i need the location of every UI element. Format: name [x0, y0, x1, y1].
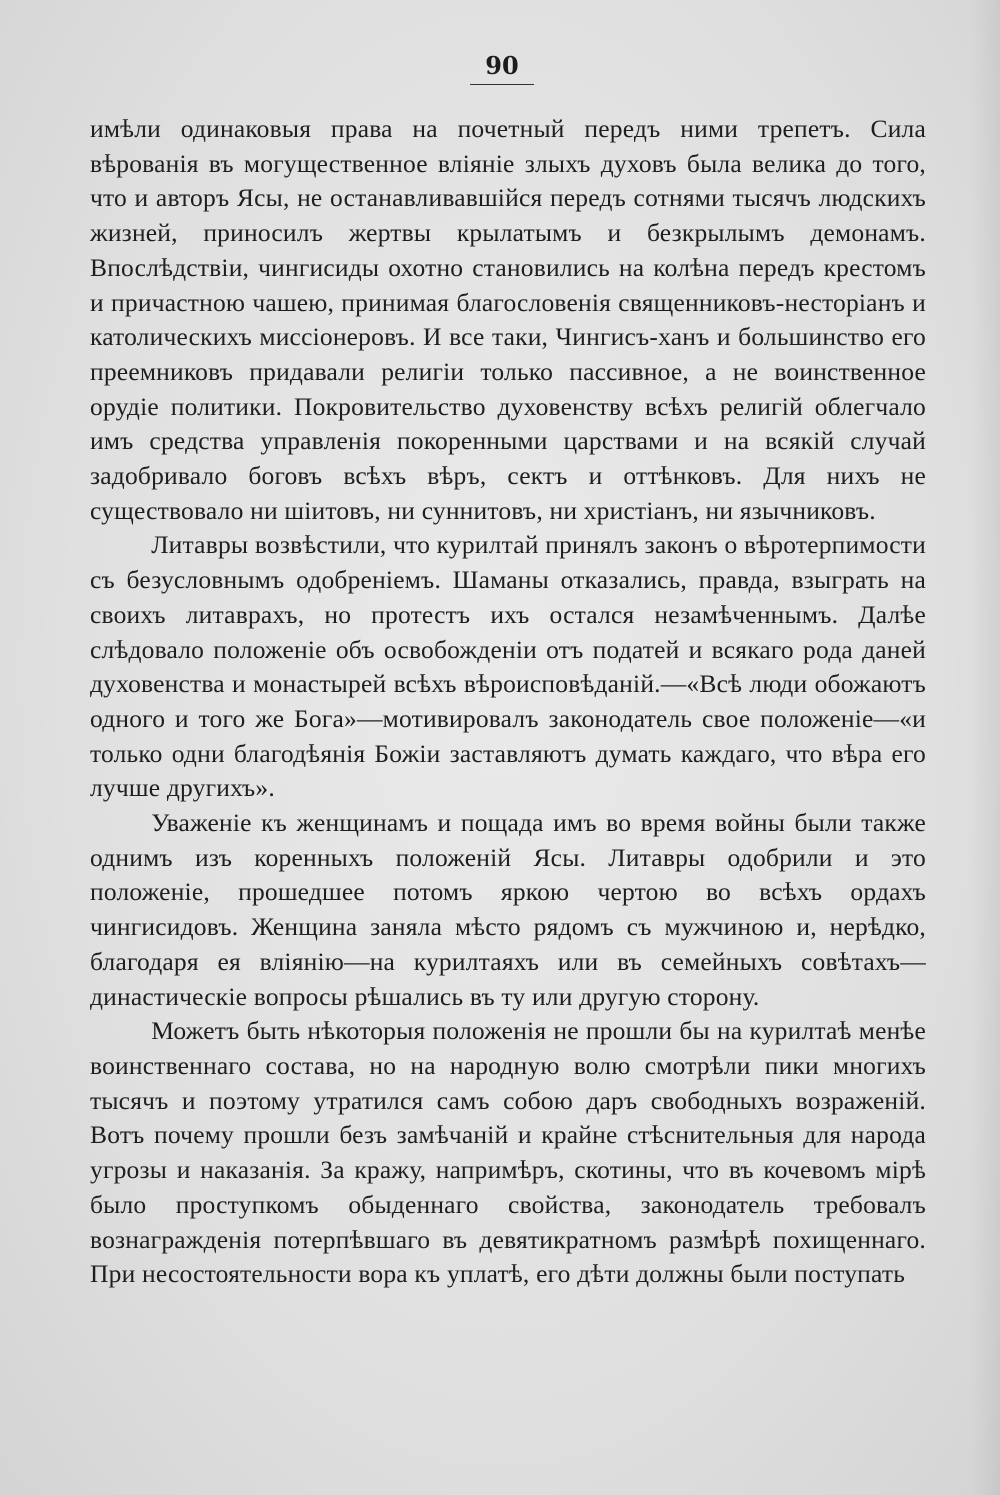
body-text	[90, 112, 926, 1292]
page-number-rule	[470, 84, 534, 85]
page-number: 90	[485, 51, 519, 80]
page-edge-shadow	[970, 0, 1000, 1495]
paragraph-4: Можетъ быть нѣкоторыя положенія не прошли бы на курилтаѣ менѣе воинственнаго состава, но на народную волю смотрѣли пики многихъ тысячъ и поэтому утратился самъ собою даръ свободныхъ возраженій. Вотъ почему прошли безъ замѣчаній и крайне стѣснительныя для народа угрозы и наказанія. За кражу, напримѣръ, скотины, что въ кочевомъ мірѣ было проступкомъ обыденнаго свойства, законодатель требовалъ вознагражденія потерпѣвшаго въ девятикратномъ размѣрѣ похищеннаго. При несостоятельности вора къ уплатѣ, его дѣти должны были поступать	[90, 1016, 926, 1289]
paragraph-2: Литавры возвѣстили, что курилтай принялъ законъ о вѣротерпимости съ безусловнымъ одобреніемъ. Шаманы отказались, правда, взыграть на своихъ литаврахъ, но протестъ ихъ остался незамѣченнымъ. Далѣе слѣдовало положеніе объ освобожденіи отъ податей и всякаго рода даней духовенства и монастырей всѣхъ вѣроисповѣданій.—«Всѣ люди обожаютъ одного и того же Бога»—мотивировалъ законодатель свое положеніе—«и только одни благодѣянія Божіи заставляютъ думать каждаго, что вѣра его лучше другихъ».	[90, 530, 926, 803]
paragraph-1: имѣли одинаковыя права на почетный передъ ними трепетъ. Сила вѣрованія въ могущественное вліяніе злыхъ духовъ была велика до того, что и авторъ Ясы, не останавливавшійся передъ сотнями тысячъ людскихъ жизней, приносилъ жертвы крылатымъ и безкрылымъ демонамъ. Впослѣдствіи, чингисиды охотно становились на колѣна передъ крестомъ и причастною чашею, принимая благословенія священниковъ-несторіанъ и католическихъ миссіонеровъ. И все таки, Чингисъ-ханъ и большинство его преемниковъ придавали религіи только пассивное, а не воинственное орудіе политики. Покровительство духовенству всѣхъ религій облегчало имъ средства управленія покоренными царствами и на всякій случай задобривало боговъ всѣхъ вѣръ, сектъ и оттѣнковъ. Для нихъ не существовало ни шіитовъ, ни суннитовъ, ни христіанъ, ни язычниковъ.	[90, 114, 926, 525]
paragraph-3: Уваженіе къ женщинамъ и пощада имъ во время войны были также однимъ изъ коренныхъ положеній Ясы. Литавры одобрили и это положеніе, прошедшее потомъ яркою чертою во всѣхъ ордахъ чингисидовъ. Женщина заняла мѣсто рядомъ съ мужчиною и, нерѣдко, благодаря ея вліянію—на курилтаяхъ или въ семейныхъ совѣтахъ—династическіе вопросы рѣшались въ ту или другую сторону.	[90, 808, 926, 1011]
